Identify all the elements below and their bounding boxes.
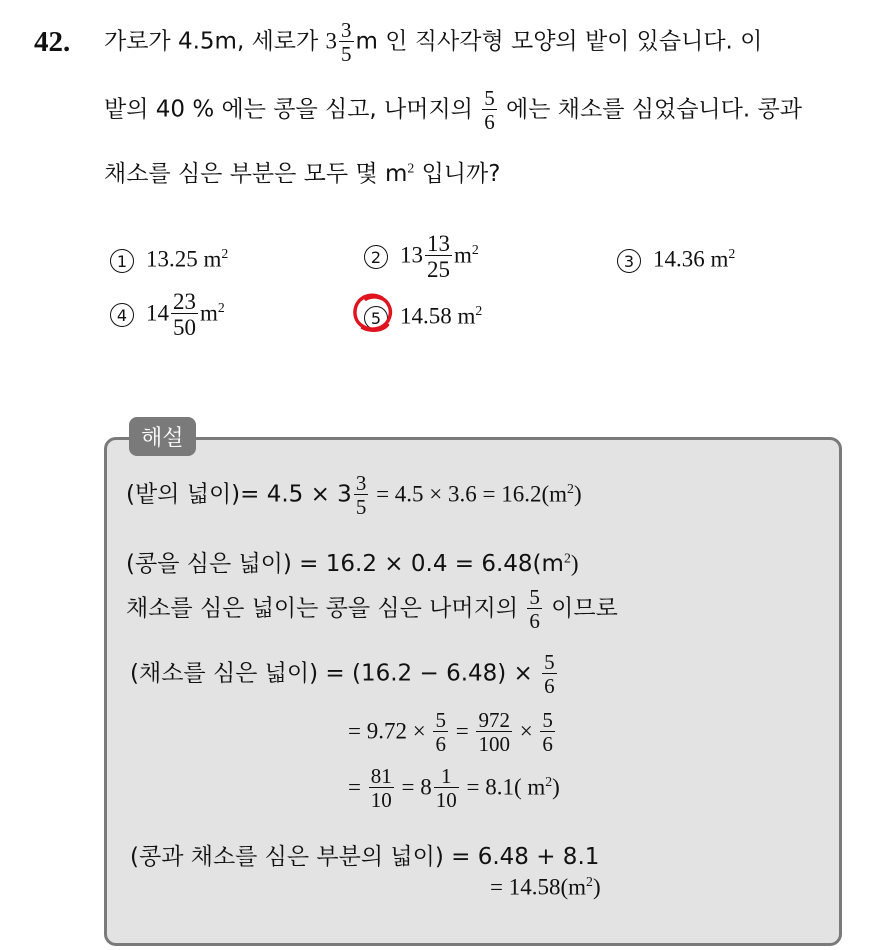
denominator: 6 xyxy=(529,609,540,633)
solution-text: ) xyxy=(552,774,560,800)
fraction xyxy=(433,710,448,755)
choice-text: 14.58 m xyxy=(400,303,476,329)
solution-line-3 xyxy=(126,587,618,632)
numerator: 23 xyxy=(173,289,196,314)
fraction xyxy=(540,710,555,755)
fraction xyxy=(527,587,542,632)
question-text: 밭의 40 % 에는 콩을 심고, 나머지의 xyxy=(104,96,481,123)
solution-text: = xyxy=(348,774,367,800)
solution-tag: 해설 xyxy=(129,417,196,456)
superscript: 2 xyxy=(475,303,483,318)
numerator: 5 xyxy=(484,86,495,110)
solution-text: = xyxy=(449,718,475,744)
superscript: 2 xyxy=(407,160,415,176)
solution-line-4 xyxy=(130,652,559,697)
numerator: 13 xyxy=(427,231,450,256)
fraction xyxy=(482,88,497,133)
solution-text: (밭의 넓이)= 4.5 × 3 xyxy=(126,481,352,508)
solution-text: (콩과 채소를 심은 부분의 넓이) = 6.48 + 8.1 xyxy=(130,844,600,870)
solution-line-6 xyxy=(348,766,560,811)
denominator: 5 xyxy=(355,495,367,519)
solution-text: = 4.5 × 3.6 = 16.2(m xyxy=(370,481,568,507)
numerator: 81 xyxy=(370,764,392,788)
solution-text: (채소를 심은 넓이) = (16.2 − 6.48) × xyxy=(130,660,541,687)
choice-unit: m xyxy=(454,242,472,268)
choice-text: 13.25 m xyxy=(146,246,222,272)
denominator: 6 xyxy=(484,110,495,134)
question-line-2 xyxy=(104,88,802,133)
choice-marker: 3 xyxy=(617,249,641,273)
choice-marker: 5 xyxy=(364,306,388,330)
solution-text: = 8 xyxy=(395,774,432,800)
choice-marker: 1 xyxy=(110,249,134,273)
denominator: 25 xyxy=(427,257,450,282)
solution-text: = 9.72 × xyxy=(348,718,432,744)
question-text: 입니까? xyxy=(414,161,501,187)
question-number: 42. xyxy=(34,26,71,58)
denominator: 6 xyxy=(544,674,555,698)
solution-text: ) xyxy=(573,481,582,507)
answer-circle-mark xyxy=(352,292,396,334)
numerator: 1 xyxy=(440,764,452,788)
fraction xyxy=(354,473,369,518)
superscript: 2 xyxy=(471,241,479,257)
fraction xyxy=(476,710,512,755)
superscript: 2 xyxy=(563,550,571,566)
solution-line-2 xyxy=(126,545,579,578)
choice-marker: 2 xyxy=(364,245,388,269)
superscript: 2 xyxy=(728,246,736,261)
solution-line-5 xyxy=(348,710,557,755)
solution-text: × xyxy=(513,718,539,744)
fraction xyxy=(369,766,394,811)
solution-text: = 8.1( m xyxy=(460,774,546,800)
choice-3[interactable] xyxy=(617,246,735,273)
denominator: 100 xyxy=(478,732,510,756)
choice-2[interactable] xyxy=(364,232,479,281)
solution-text: ) xyxy=(592,874,601,900)
numerator: 3 xyxy=(355,471,367,495)
superscript: 2 xyxy=(217,299,225,315)
mixed-whole: 13 xyxy=(400,242,423,268)
solution-line-8 xyxy=(490,874,601,901)
question-text: 에는 채소를 심었습니다. 콩과 xyxy=(498,96,802,123)
numerator: 3 xyxy=(341,18,352,42)
fraction xyxy=(339,20,354,65)
choice-text: 14.36 m xyxy=(653,246,729,272)
choice-4[interactable] xyxy=(110,290,225,339)
denominator: 10 xyxy=(435,788,457,812)
choice-unit: m xyxy=(200,300,218,326)
solution-line-7 xyxy=(130,838,599,871)
question-line-3 xyxy=(104,155,500,188)
numerator: 5 xyxy=(542,708,553,732)
solution-text: (콩을 심은 넓이) = 16.2 × 0.4 = 6.48(m xyxy=(126,551,564,577)
question-text: 채소를 심은 부분은 모두 몇 m xyxy=(104,161,408,187)
solution-text: 채소를 심은 넓이는 콩을 심은 나머지의 xyxy=(126,595,526,622)
superscript: 2 xyxy=(221,246,229,261)
choice-1[interactable] xyxy=(110,246,228,273)
numerator: 5 xyxy=(544,650,555,674)
solution-text: ) xyxy=(570,551,579,576)
denominator: 6 xyxy=(435,732,446,756)
numerator: 5 xyxy=(435,708,446,732)
denominator: 6 xyxy=(542,732,553,756)
choice-marker: 4 xyxy=(110,303,134,327)
numerator: 5 xyxy=(529,585,540,609)
mixed-whole: 14 xyxy=(146,300,169,326)
fraction xyxy=(425,232,452,281)
solution-text: 이므로 xyxy=(543,595,618,622)
superscript: 2 xyxy=(586,874,593,889)
mixed-whole: 3 xyxy=(325,28,338,54)
superscript: 2 xyxy=(567,480,574,496)
superscript: 2 xyxy=(545,773,553,789)
fraction xyxy=(434,766,459,811)
question-line-1 xyxy=(104,20,762,65)
denominator: 5 xyxy=(341,42,352,66)
denominator: 10 xyxy=(370,788,392,812)
denominator: 50 xyxy=(173,315,196,340)
fraction xyxy=(171,290,198,339)
solution-line-1 xyxy=(126,473,582,518)
solution-text: = 14.58(m xyxy=(490,874,587,900)
question-text: m 인 직사각형 모양의 밭이 있습니다. 이 xyxy=(355,28,763,55)
question-text: 가로가 4.5m, 세로가 xyxy=(104,28,326,55)
numerator: 972 xyxy=(478,708,510,732)
fraction xyxy=(542,652,557,697)
